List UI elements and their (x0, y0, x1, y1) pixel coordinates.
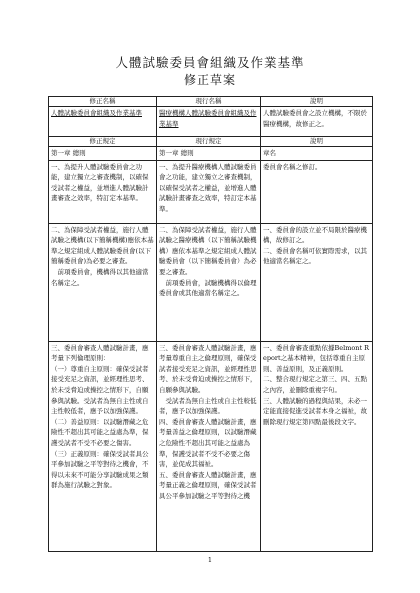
current-name-cell: 醫療機構人體試驗委員會組織及作業基準 (157, 107, 261, 137)
header-current-rules: 現行規定 (157, 137, 261, 147)
article-1-row (49, 160, 373, 223)
name-row (49, 107, 373, 137)
article-2-row (49, 223, 373, 341)
article-1-note: 委員會名稱之修訂。 (261, 160, 373, 223)
chapter-current: 第一章 總則 (157, 147, 261, 161)
article-3-row (49, 341, 373, 551)
article-2-proposed: 二、為保障受試者權益，施行人體試驗之機構(以下簡稱機構)應依本基準之規定組成人體試驗委員會(以下簡稱委員會)為必要之審查。 前項委員會，機構得以其他適當名稱定之。 (49, 223, 157, 341)
article-2-note: 一、委員會的設立並不局限於醫療機構，故修訂之。 二、委員會名稱可依實際需求，以其他適當名稱定之。 (261, 223, 373, 341)
header-note-2: 說明 (261, 137, 373, 147)
chapter-row (49, 147, 373, 161)
chapter-note: 章名 (261, 147, 373, 161)
article-2-current: 二、為保障受試者權益，施行人體試驗之醫療機構（以下簡稱試驗機構）應依本基準之規定組成人體試驗委員會（以下簡稱委員會）為必要之審查。 前項委員會，試驗機構得以倫理委員會或其他適當名稱定之。 (157, 223, 261, 341)
header-proposed-name: 修正名稱 (49, 97, 157, 107)
chapter-proposed: 第一章 總則 (49, 147, 157, 161)
header-note: 說明 (261, 97, 373, 107)
article-1-current: 一、為提升醫療機構人體試驗委員會之功能，建立獨立之審查機制，以確保受試者之權益，並增進人體試驗計畫審查之效率，特訂定本基準。 (157, 160, 261, 223)
article-1-proposed: 一、為提升人體試驗委員會之功能，建立獨立之審查機制，以確保受試者之權益，並增進人體試驗計畫審查之效率，特訂定本基準。 (49, 160, 157, 223)
name-note-cell: 人體試驗委員會之設立機構，不限於醫療機構，故修正之。 (261, 107, 373, 137)
proposed-name-cell: 人體試驗委員會組織及作業基準 (49, 107, 157, 137)
article-3-proposed: 三、委員會審查人體試驗計畫，應考量下列倫理原則： （一）尊重自主原則：確保受試者接受充足之資訊，並經理性思考、於未受脅迫或操控之情形下，自願參與試驗。受試者為無自主性或自主性較低者，應予以加強保護。 （二）善益原則：以試驗潛藏之危險性不超出其可能之益處為準，保護受試者不受不必要之傷害。 （三）正義原則：確保受試者具公平參加試驗之平等對待之機會，不得以未來不可能分享試驗成果之類群為施行試驗之對象。 (49, 341, 157, 551)
article-3-note: 一、委員會審查重點依據Belmont Report之基本精神，包括尊重自主原則、善益原則，及正義原則。 二、整合現行規定之第三、四、五點之內容，並刪除重複字句。 三、人體試驗的過程與結果，未必一定能直接促進受試者本身之福祉，故刪除現行規定第四點最後段文字。 (261, 341, 373, 551)
header-current-name: 現行名稱 (157, 97, 261, 107)
page-title: 人體試驗委員會組織及作業基準 (115, 55, 305, 70)
header-proposed-rules: 修正規定 (49, 137, 157, 147)
page-number: 1 (207, 556, 213, 564)
article-3-current: 三、委員會審查人體試驗計畫，應考量尊重自主之倫理原則，確保受試者接受充足之資訊，並經理性思考、於未受脅迫或操控之情形下，自願參與試驗。 受試者為無自主性或自主性較低者，應予以加強保護。 四、委員會審查人體試驗計畫，應考量善益之倫理原則，以試驗潛藏之危險性不超出其可能之益處為準，保護受試者不受不必要之傷害，並促成其福祉。 五、委員會審查人體試驗計畫，應考量正義之倫理原則，確保受試者具公平參加試驗之平等對待之機 (157, 341, 261, 551)
comparison-table (48, 96, 373, 552)
page-subtitle: 修正草案 (183, 73, 236, 87)
header-row-rules (49, 137, 373, 147)
header-row-names (49, 97, 373, 107)
